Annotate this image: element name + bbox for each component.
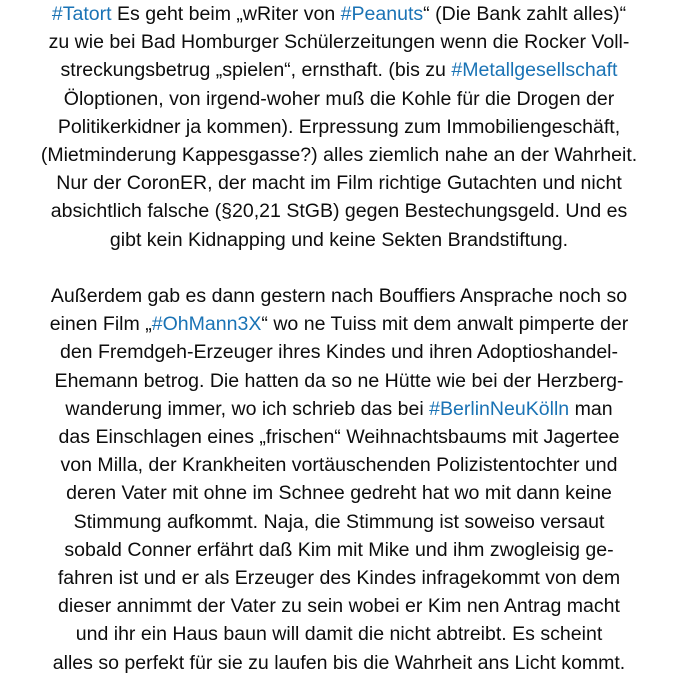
text-line [0,85,678,113]
text-segment: Außerdem gab es dann gestern nach Bouffiers Ansprache noch so [50,285,628,308]
text-segment: Politikerkidner ja kommen). Erpressung zum Immobiliengeschäft, [57,115,621,138]
text-segment: deren Vater mit ohne im Schnee gedreht hat wo mit dann keine [66,482,612,505]
text-segment: man [569,397,613,420]
text-segment: dieser annimmt der Vater zu sein wobei er Kim nen Antrag macht [58,595,620,618]
text-line [0,56,678,84]
text-segment: das Einschlagen eines „frischen“ Weihnachtsbaums mit Jagertee [58,426,620,449]
text-segment: gibt kein Kidnapping und keine Sekten Brandstiftung. [109,228,569,251]
hashtag-link[interactable]: #OhMann3X [151,313,262,336]
hashtag-link[interactable]: #Metallgesellschaft [451,59,618,82]
hashtag-link[interactable]: #BerlinNeuKölln [429,397,570,420]
paragraph [0,0,678,254]
text-line [0,282,678,310]
text-line [0,338,678,366]
text-line [0,620,678,648]
text-line [0,310,678,338]
text-line [0,649,678,677]
text-segment: Es geht beim „wRiter von [111,3,341,25]
text-line [0,423,678,451]
text-segment: von Milla, der Krankheiten vortäuschenden Polizistentochter und [60,454,618,477]
text-line [0,479,678,507]
text-segment: wanderung immer, wo ich schrieb das bei [65,397,430,420]
text-line [0,197,678,225]
text-line [0,395,678,423]
text-line [0,141,678,169]
text-segment: Öloptionen, von irgend-woher muß die Kohle für die Drogen der [63,87,615,110]
text-segment: und ihr ein Haus baun will damit die nicht abtreibt. Es scheint [75,623,603,646]
text-segment: Nur der CoronER, der macht im Film richtige Gutachten und nicht [56,172,622,195]
text-line [0,113,678,141]
text-segment: streckungsbetrug „spielen“, ernsthaft. (bis zu [60,59,452,82]
hashtag-link[interactable]: #Peanuts [340,3,424,25]
text-segment: einen Film „ [49,313,152,336]
text-segment: “ (Die Bank zahlt alles)“ [423,3,627,25]
text-line [0,28,678,56]
text-line [0,0,678,28]
text-line [0,451,678,479]
hashtag-link[interactable]: #Tatort [51,3,112,25]
text-segment: zu wie bei Bad Homburger Schülerzeitungen wenn die Rocker Voll- [48,31,630,54]
text-segment: den Fremdgeh-Erzeuger ihres Kindes und ihren Adoptioshandel- [59,341,619,364]
paragraph [0,282,678,677]
text-segment: “ wo ne Tuiss mit dem anwalt pimperte der [261,313,629,336]
text-line [0,226,678,254]
text-line [0,367,678,395]
text-segment: fahren ist und er als Erzeuger des Kindes infragekommt von dem [57,567,621,590]
text-line [0,592,678,620]
text-segment: Stimmung aufkommt. Naja, die Stimmung ist soweiso versaut [73,510,605,533]
text-segment: (Mietminderung Kappesgasse?) alles ziemlich nahe an der Wahrheit. [40,144,638,167]
text-segment: sobald Conner erfährt daß Kim mit Mike und ihm zwogleisig ge- [64,538,614,561]
text-line [0,169,678,197]
text-segment: absichtlich falsche (§20,21 StGB) gegen Bestechungsgeld. Und es [50,200,628,223]
text-line [0,536,678,564]
text-line [0,508,678,536]
text-segment: Ehemann betrog. Die hatten da so ne Hütte wie bei der Herzberg- [54,369,624,392]
text-segment: alles so perfekt für sie zu laufen bis die Wahrheit ans Licht kommt. [52,651,626,674]
text-line [0,564,678,592]
